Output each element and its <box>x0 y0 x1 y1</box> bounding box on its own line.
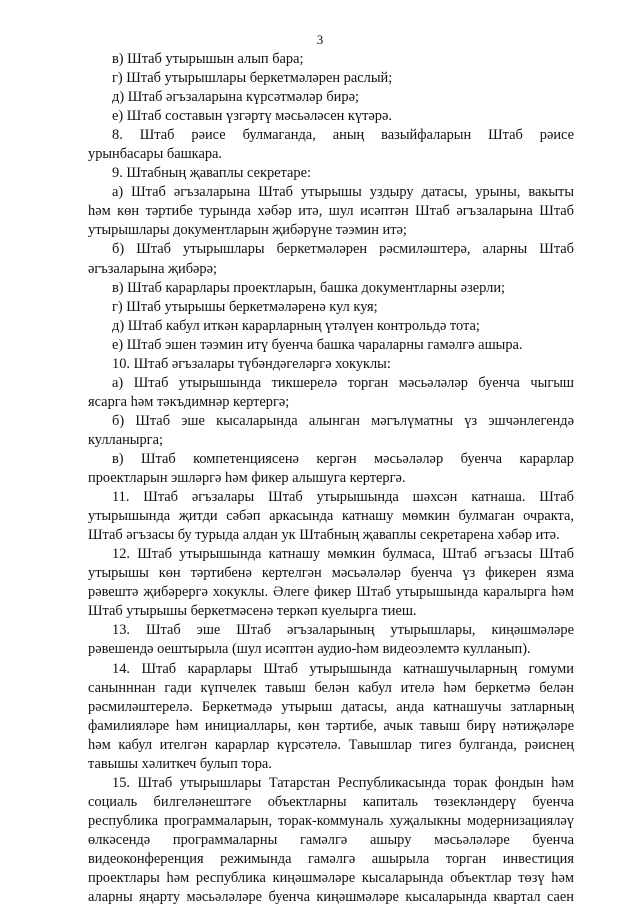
page-number: 3 <box>316 32 324 47</box>
text-line: е) Штаб составын үзгәртү мәсьәләсен күтәрә. <box>112 108 392 125</box>
text-line: 15. Штаб утырышлары Татарстан Республикасында торак фондын һәм <box>112 774 574 791</box>
text-line: а) Штаб утырышында тикшерелә торган мәсьәләләр буенча чыгыш <box>112 374 574 391</box>
text-line: д) Штаб кабул иткән карарларның үтәлүен контрольдә тота; <box>112 317 480 334</box>
text-line: ясарга һәм тәкъдимнәр кертергә; <box>88 393 290 410</box>
text-line: рәсмиләштерелә. Беркетмәдә утырыш датасы, анда катнашучы затларның <box>88 698 574 715</box>
text-line: в) Штаб утырышын алып бара; <box>112 51 304 67</box>
text-line: аларны яңарту мәсьәләләре буенча киңәшмәләре кысаларында квартал саен <box>88 889 574 906</box>
text-line: г) Штаб утырышлары беркетмәләрен раслый; <box>112 70 393 87</box>
text-line: Штаб утырышы беркетмәсенә теркәп куелырга тиеш. <box>88 603 417 620</box>
text-line: утырышлары документларын җибәрүне тәэмин итә; <box>88 222 407 239</box>
text-line: әгъзаларына җибәрә; <box>88 260 217 277</box>
text-line: а) Штаб әгъзаларына Штаб утырышы уздыру датасы, урыны, вакыты <box>112 184 574 201</box>
text-line: г) Штаб утырышы беркетмәләренә кул куя; <box>112 298 378 315</box>
text-line: проектларын эшләргә һәм фикер алышуга кертергә. <box>88 470 406 487</box>
text-line: д) Штаб әгъзаларына күрсәтмәләр бирә; <box>112 89 359 106</box>
text-line: 13. Штаб эше Штаб әгъзаларының утырышлары, киңәшмәләре <box>112 622 574 639</box>
text-line: 11. Штаб әгъзалары Штаб утырышында шәхсән катнаша. Штаб <box>112 489 574 506</box>
text-line: Штаб әгъзасы бу турыда алдан ук Штабның җаваплы секретарена хәбәр итә. <box>88 527 560 544</box>
text-line: санынннан гади күпчелек тавыш белән кабул ителә һәм беркетмә белән <box>88 679 574 696</box>
text-line: 8. Штаб рәисе булмаганда, аның вазыйфаларын Штаб рәисе <box>112 127 574 144</box>
text-line: социаль билгеләнештәге объектларны капиталь төзекләндерү буенча <box>88 793 574 810</box>
text-line: һәм кабул ителгән карарлар күрсәтелә. Тавышлар тигез булганда, рәиснең <box>88 736 574 753</box>
text-line: һәм көн тәртибе турында хәбәр итә, шул исәптән Штаб әгъзаларына Штаб <box>88 203 574 220</box>
text-line: в) Штаб карарлары проектларын, башка документларны әзерли; <box>112 279 506 296</box>
text-line: рәвешендә оештырыла (шул исәптән аудио-һәм видеоэлемтә кулланып). <box>88 641 531 658</box>
text-line: урынбасары башкара. <box>88 146 223 163</box>
text-line: 10. Штаб әгъзалары түбәндәгеләргә хокуклы: <box>112 355 391 372</box>
text-line: утырышы көн тәртибенә кертелгән мәсьәләләр буенча үз фикерен язма <box>88 565 574 582</box>
text-line: фамилияләре һәм инициаллары, көн тәртибе, ачык тавыш бирү нәтиҗәләре <box>88 717 574 734</box>
text-line: проектлары һәм республика киңәшмәләре кысаларында объектлар төзү һәм <box>88 870 574 887</box>
text-line: кулланырга; <box>88 431 163 448</box>
text-line: видеоконференция режимында гамәлгә ашырыла торган инвестиция <box>88 850 574 867</box>
text-line: б) Штаб эше кысаларында алынган мәгълүматны үз эшчәнлегендә <box>112 412 574 429</box>
text-line: республика программаларын, торак-коммуналь хуҗалыкны модернизацияләү <box>88 812 574 829</box>
text-line: 9. Штабның җаваплы секретаре: <box>112 165 311 182</box>
text-line: рәвештә җибәрергә хокуклы. Әлеге фикер Штаб утырышында каралырга һәм <box>88 584 574 601</box>
text-line: утырышында җитди сәбәп аркасында катнашу мөмкин булмаган очракта, <box>88 508 574 525</box>
text-line: 14. Штаб карарлары Штаб утырышында катнашучыларның гомуми <box>112 660 574 677</box>
text-line: е) Штаб эшен тәэмин итү буенча башка чараларны гамәлгә ашыра. <box>112 336 523 353</box>
text-line: в) Штаб компетенциясенә кергән мәсьәләләр буенча карарлар <box>112 450 574 467</box>
text-line: тавышы хәлиткеч булып тора. <box>88 755 272 772</box>
text-line: өлкәсендә программаларны гамәлгә ашыру мәсьәләләре буенча <box>88 831 574 848</box>
text-line: 12. Штаб утырышында катнашу мөмкин булмаса, Штаб әгъзасы Штаб <box>112 546 574 563</box>
text-line: б) Штаб утырышлары беркетмәләрен рәсмиләштерә, аларны Штаб <box>112 241 574 258</box>
document-body <box>88 50 574 907</box>
